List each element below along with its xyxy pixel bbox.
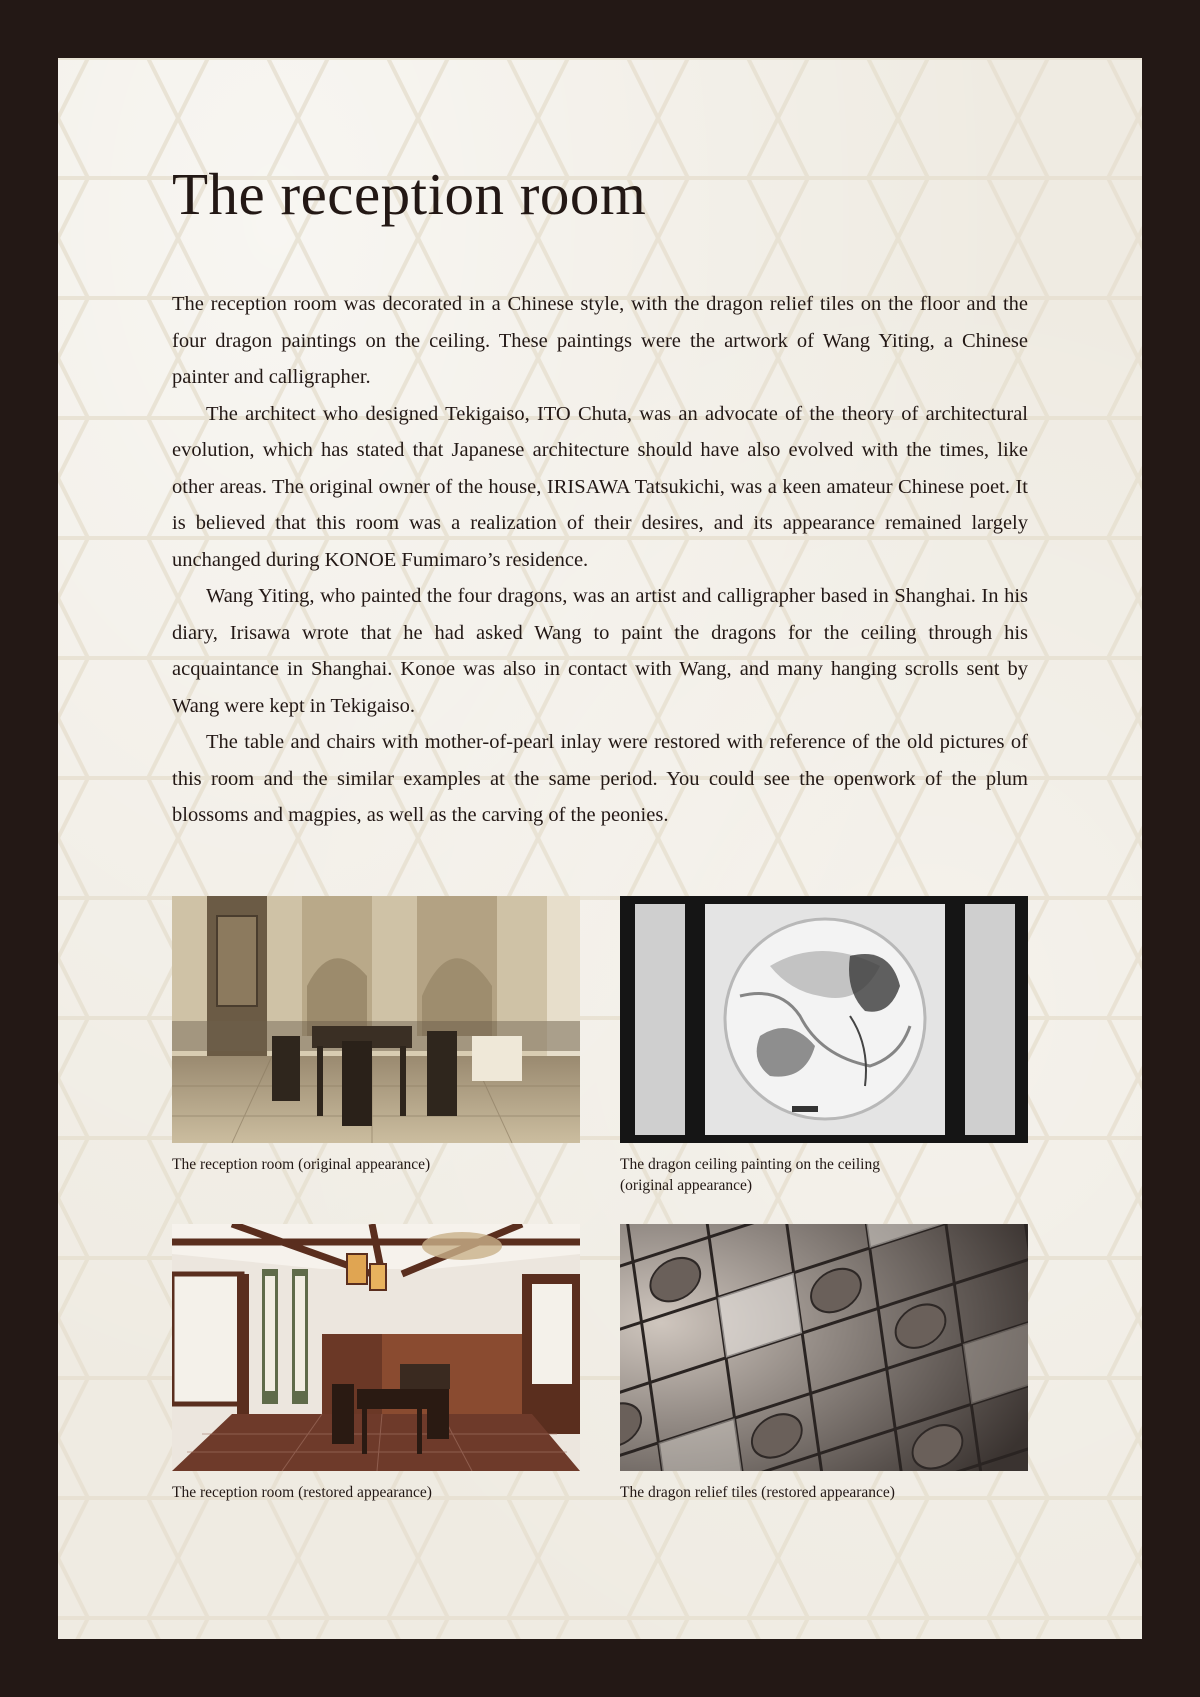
caption-line: (original appearance)	[620, 1177, 753, 1194]
dragon-ceiling-image	[620, 896, 1028, 1143]
photo-reception-room-restored	[172, 1224, 580, 1471]
photo-reception-room-original	[172, 896, 580, 1143]
page-title: The reception room	[172, 161, 647, 227]
reception-room-original-image	[172, 896, 580, 1143]
body-text	[172, 286, 1028, 834]
caption-line: The dragon ceiling painting on the ceiling	[620, 1156, 880, 1173]
photo-dragon-ceiling-painting	[620, 896, 1028, 1143]
dragon-relief-tiles-image	[620, 1224, 1028, 1471]
paragraph: The architect who designed Tekigaiso, ITO Chuta, was an advocate of the theory of architectural evolution, which has stated that Japanese architecture should have also evolved with the times, like other areas. The original owner of the house, IRISAWA Tatsukichi, was a keen amateur Chinese poet. It is believed that this room was a realization of their desires, and its appearance remained largely unchanged during KONOE Fumimaro’s residence.	[172, 402, 1028, 571]
exhibit-panel	[58, 58, 1142, 1639]
paragraph: The reception room was decorated in a Chinese style, with the dragon relief tiles on the floor and the four dragon paintings on the ceiling. These paintings were the artwork of Wang Yiting, a Chinese painter and calligrapher.	[172, 293, 1028, 388]
caption-dragon-ceiling	[620, 1154, 1028, 1196]
paragraph: The table and chairs with mother-of-pearl inlay were restored with reference of the old pictures of this room and the similar examples at the same period. You could see the openwork of the plum blossoms and magpies, as well as the carving of the peonies.	[172, 731, 1028, 826]
caption-reception-room-original: The reception room (original appearance)	[172, 1156, 431, 1173]
paragraph: Wang Yiting, who painted the four dragons, was an artist and calligrapher based in Shanghai. In his diary, Irisawa wrote that he had asked Wang to paint the dragons for the ceiling through his acquaintance in Shanghai. Konoe was also in contact with Wang, and many hanging scrolls sent by Wang were kept in Tekigaiso.	[172, 585, 1028, 717]
photo-dragon-relief-tiles	[620, 1224, 1028, 1471]
reception-room-restored-image	[172, 1224, 580, 1471]
caption-reception-room-restored: The reception room (restored appearance)	[172, 1484, 432, 1501]
caption-dragon-relief-tiles: The dragon relief tiles (restored appearance)	[620, 1484, 895, 1501]
